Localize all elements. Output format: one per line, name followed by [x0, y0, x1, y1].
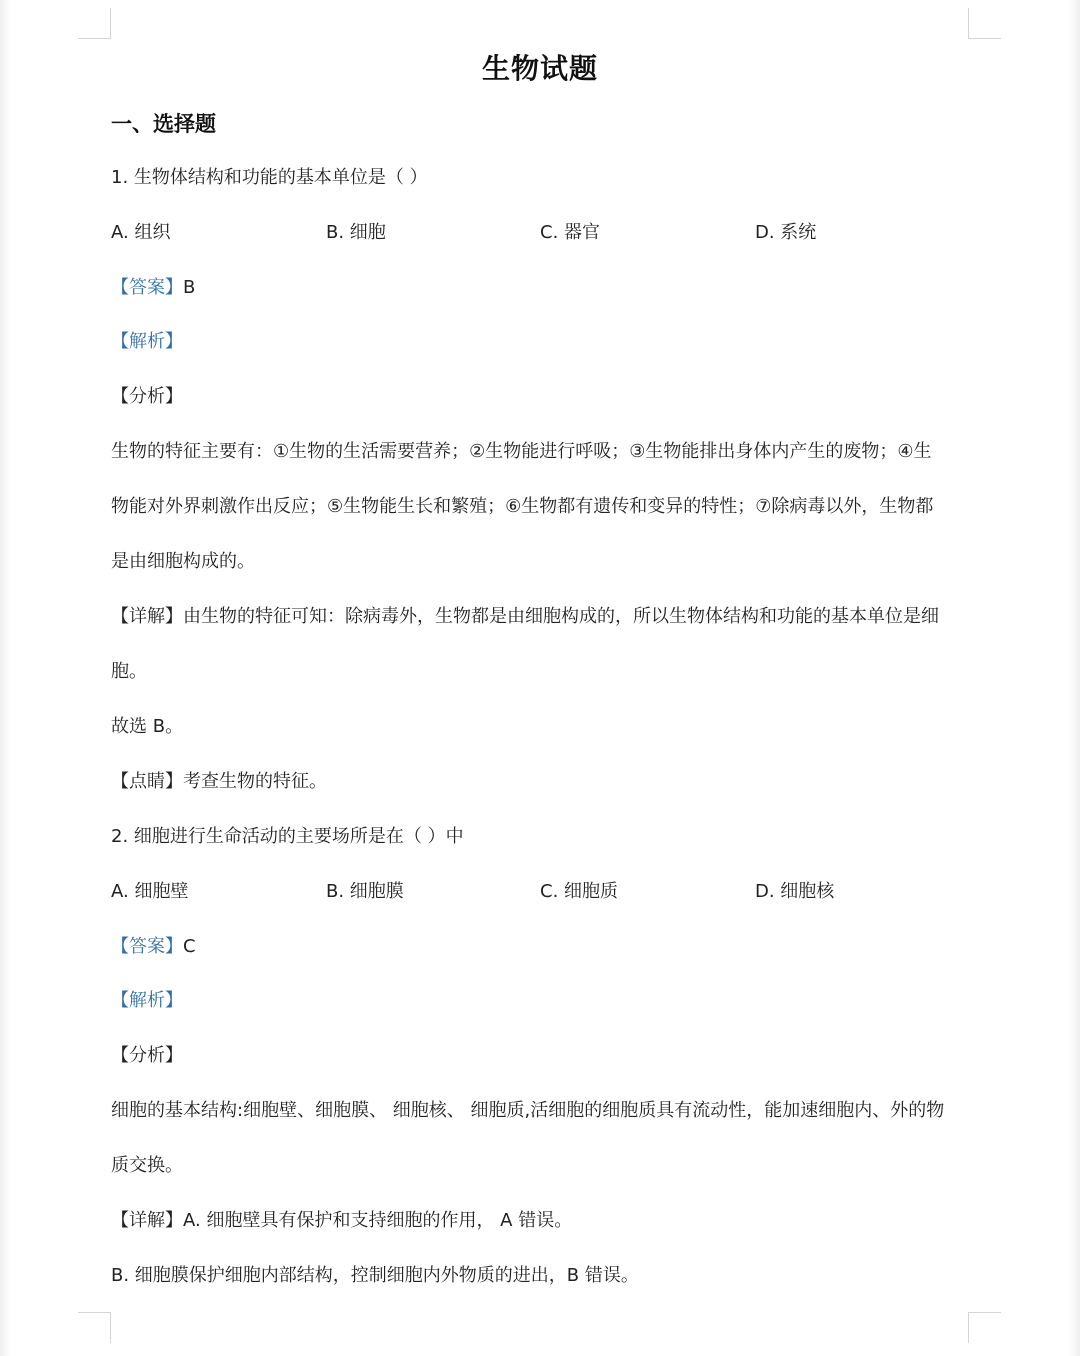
document-title: 生物试题 [481, 52, 598, 85]
q2-option-d: D. 细胞核 [755, 881, 835, 902]
crop-mark-bottom-right [968, 1312, 1001, 1343]
q2-option-c: C. 细胞质 [540, 881, 619, 902]
crop-mark-bottom-left [78, 1312, 111, 1343]
q2-detail-line-1: 【详解】A. 细胞壁具有保护和支持细胞的作用， A 错误。 [111, 1210, 573, 1231]
q1-conclusion: 故选 B。 [111, 716, 184, 737]
q1-detail-line-1: 【详解】由生物的特征可知：除病毒外，生物都是由细胞构成的，所以生物体结构和功能的基本单位是细 [111, 606, 939, 627]
page-edge-right [1068, 0, 1080, 1356]
q1-option-d: D. 系统 [755, 222, 817, 243]
q1-option-a: A. 组织 [111, 222, 171, 243]
q1-stem: 1. 生物体结构和功能的基本单位是（ ） [111, 167, 428, 188]
q2-answer-line [111, 932, 981, 962]
q2-option-b: B. 细胞膜 [326, 881, 404, 902]
q1-fenxi-line-2: 物能对外界刺激作出反应；⑤生物能生长和繁殖；⑥生物都有遗传和变异的特性；⑦除病毒以外，生物都 [111, 496, 934, 517]
q1-fenxi-tag: 【分析】 [111, 386, 183, 407]
q2-fenxi-line-2: 质交换。 [111, 1155, 183, 1176]
q1-answer-tag: 【答案】 [111, 277, 183, 298]
q1-detail-line-2: 胞。 [111, 661, 147, 682]
q1-option-c: C. 器官 [540, 222, 601, 243]
crop-mark-top-right [968, 8, 1001, 39]
q2-stem: 2. 细胞进行生命活动的主要场所是在（ ）中 [111, 826, 464, 847]
q1-answer-value: B [183, 277, 196, 298]
q2-answer-value: C [183, 936, 196, 957]
section-heading: 一、选择题 [111, 112, 216, 136]
page-edge-left [0, 0, 12, 1356]
q1-point: 【点睛】考查生物的特征。 [111, 771, 327, 792]
q2-detail-line-2: B. 细胞膜保护细胞内部结构，控制细胞内外物质的进出，B 错误。 [111, 1265, 639, 1286]
q2-answer-tag: 【答案】 [111, 936, 183, 957]
q1-analysis-tag: 【解析】 [111, 331, 183, 352]
q1-fenxi-line-3: 是由细胞构成的。 [111, 551, 255, 572]
q2-option-a: A. 细胞壁 [111, 881, 189, 902]
q1-answer-line [111, 273, 981, 303]
crop-mark-top-left [78, 8, 111, 39]
q2-fenxi-line-1: 细胞的基本结构:细胞壁、细胞膜、 细胞核、 细胞质,活细胞的细胞质具有流动性，能加速细胞内、外的物 [111, 1100, 945, 1121]
q2-analysis-tag: 【解析】 [111, 990, 183, 1011]
q1-fenxi-line-1: 生物的特征主要有：①生物的生活需要营养；②生物能进行呼吸；③生物能排出身体内产生的废物；④生 [111, 441, 932, 462]
q1-option-b: B. 细胞 [326, 222, 386, 243]
q2-fenxi-tag: 【分析】 [111, 1045, 183, 1066]
